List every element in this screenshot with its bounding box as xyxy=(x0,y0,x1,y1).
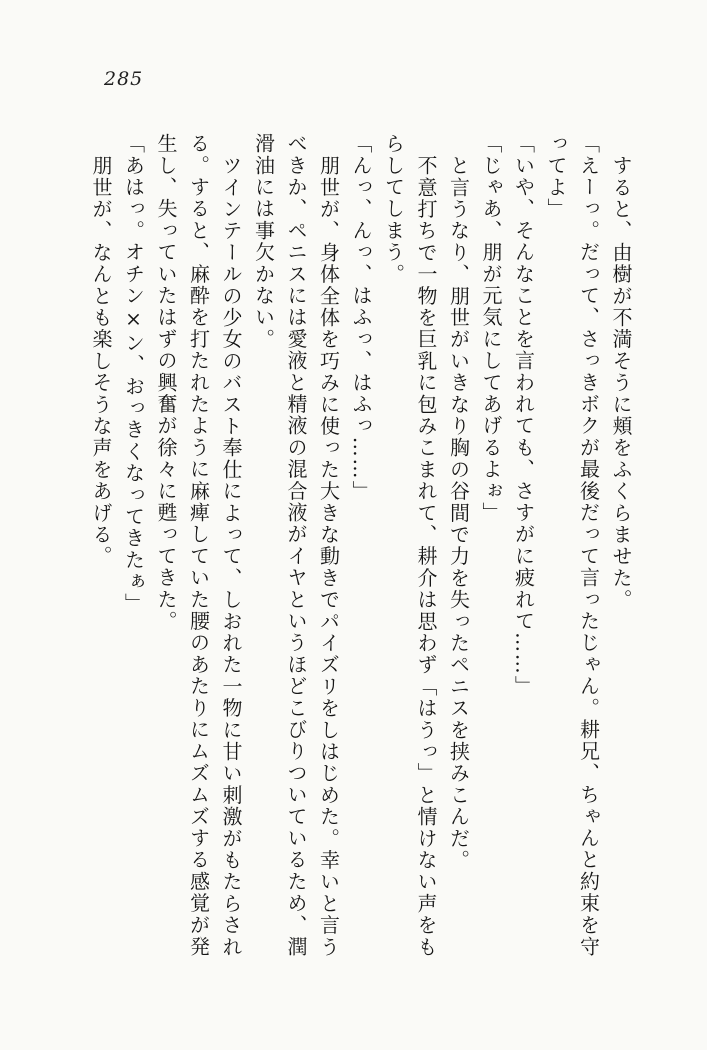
page-text xyxy=(84,133,637,963)
text-column: 朋世が、身体全体を巧みに使った大きな動きでパイズリをしはじめた。幸いと言う xyxy=(316,155,341,958)
text-column: 「んっ、んっ、はふっ、はふっ……」 xyxy=(349,133,373,502)
text-column: べきか、ペニスには愛液と精液の混合液がイヤというほどこびりついているため、潤 xyxy=(284,133,308,958)
text-column: 「あはっ。オチン×ン、おっきくなってきたぁ」 xyxy=(121,133,146,615)
page-number: 285 xyxy=(104,68,144,90)
text-column: ツインテールの少女のバスト奉仕によって、しおれた一物に甘い刺激がもたらされ xyxy=(219,155,243,958)
text-column: 生し、失っていたはずの興奮が徐々に甦ってきた。 xyxy=(154,133,178,633)
text-column: 滑油には事欠かない。 xyxy=(251,133,276,350)
text-column: と言うなり、朋世がいきなり胸の谷間で力を失ったペニスを挟みこんだ。 xyxy=(446,155,471,872)
text-column: すると、由樹が不満そうに頬をふくらませた。 xyxy=(609,155,633,611)
text-column: 不意打ちで一物を巨乳に包みこまれて、耕介は思わず「はうっ」と情けない声をも xyxy=(414,155,438,958)
text-column: 「じゃあ、朋が元気にしてあげるよぉ」 xyxy=(479,133,503,524)
text-column: 「いや、そんなことを言われても、さすがに疲れて……」 xyxy=(511,133,536,698)
text-column: らしてしまう。 xyxy=(381,133,406,285)
text-column: 朋世が、なんとも楽しそうな声をあげる。 xyxy=(89,155,113,568)
text-column: る。すると、麻酔を打たれたように麻痺していた腰のあたりにムズムズする感覚が発 xyxy=(186,133,211,958)
text-column: ってよ」 xyxy=(544,133,568,220)
text-column: 「えーっ。だって、さっきボクが最後だって言ったじゃん。耕兄、ちゃんと約束を守 xyxy=(576,133,601,958)
